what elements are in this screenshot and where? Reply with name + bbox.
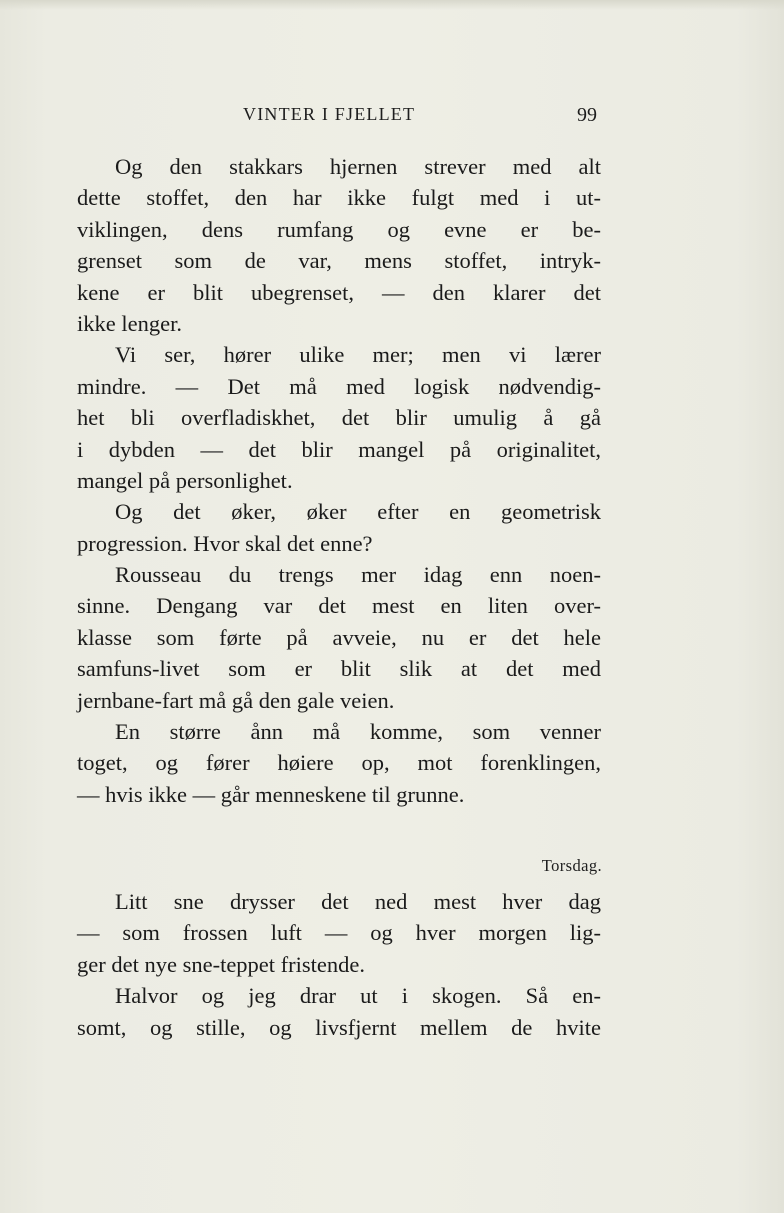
paragraph-4-line-1: Rousseau du trengs mer idag enn noen- (115, 562, 601, 588)
paragraph-4-line-2: sinne. Dengang var det mest en liten over- (77, 593, 601, 619)
paragraph-5-line-2: toget, og fører høiere op, mot forenklingen, (77, 750, 601, 776)
page-top-edge (0, 0, 784, 10)
paragraph-2-line-4: i dybden — det blir mangel på originalitet, (77, 436, 601, 462)
paragraph-5-line-1: En større ånn må komme, som venner (115, 719, 601, 745)
paragraph-1-line-6: ikke lenger. (77, 310, 182, 336)
paragraph-6-line-1: Litt sne drysser det ned mest hver dag (115, 889, 601, 914)
diary-entry-text-block (77, 886, 601, 1043)
paragraph-2-line-2: mindre. — Det må med logisk nødvendig- (77, 373, 601, 399)
paragraph-3-line-2: progression. Hvor skal det enne? (77, 530, 373, 556)
paragraph-3-line-1: Og det øker, øker efter en geometrisk (115, 499, 601, 525)
dateline: Torsdag. (541, 856, 602, 875)
paragraph-2-line-5: mangel på personlighet. (77, 467, 293, 493)
paragraph-6-line-3: ger det nye sne-teppet fristende. (77, 951, 366, 977)
paragraph-5-line-3: — hvis ikke — går menneskene til grunne. (77, 781, 465, 807)
paragraph-4-line-4: samfuns-livet som er blit slik at det med (77, 656, 601, 682)
paragraph-1-line-5: kene er blit ubegrenset, — den klarer det (77, 279, 601, 305)
paragraph-6-line-2: — som frossen luft — og hver morgen lig- (77, 920, 601, 946)
paragraph-2-line-3: het bli overfladiskhet, det blir umulig å gå (77, 405, 601, 431)
paragraph-1-line-4: grenset som de var, mens stoffet, intryk- (77, 248, 601, 274)
paragraph-4-line-3: klasse som førte på avveie, nu er det hele (77, 624, 601, 650)
paragraph-7-line-2: somt, og stille, og livsfjernt mellem de hvite (77, 1014, 601, 1040)
paragraph-1-line-2: dette stoffet, den har ikke fulgt med i ut- (77, 185, 601, 211)
paragraph-7-line-1: Halvor og jeg drar ut i skogen. Så en- (115, 983, 601, 1009)
main-text-block (77, 151, 601, 810)
page-number: 99 (577, 104, 597, 126)
paragraph-4-line-5: jernbane-fart må gå den gale veien. (77, 687, 395, 713)
paragraph-1-line-3: viklingen, dens rumfang og evne er be- (77, 216, 601, 242)
paragraph-2-line-1: Vi ser, hører ulike mer; men vi lærer (115, 342, 601, 368)
paragraph-1-line-1: Og den stakkars hjernen strever med alt (115, 154, 601, 179)
running-title: VINTER I FJELLET (243, 104, 416, 124)
